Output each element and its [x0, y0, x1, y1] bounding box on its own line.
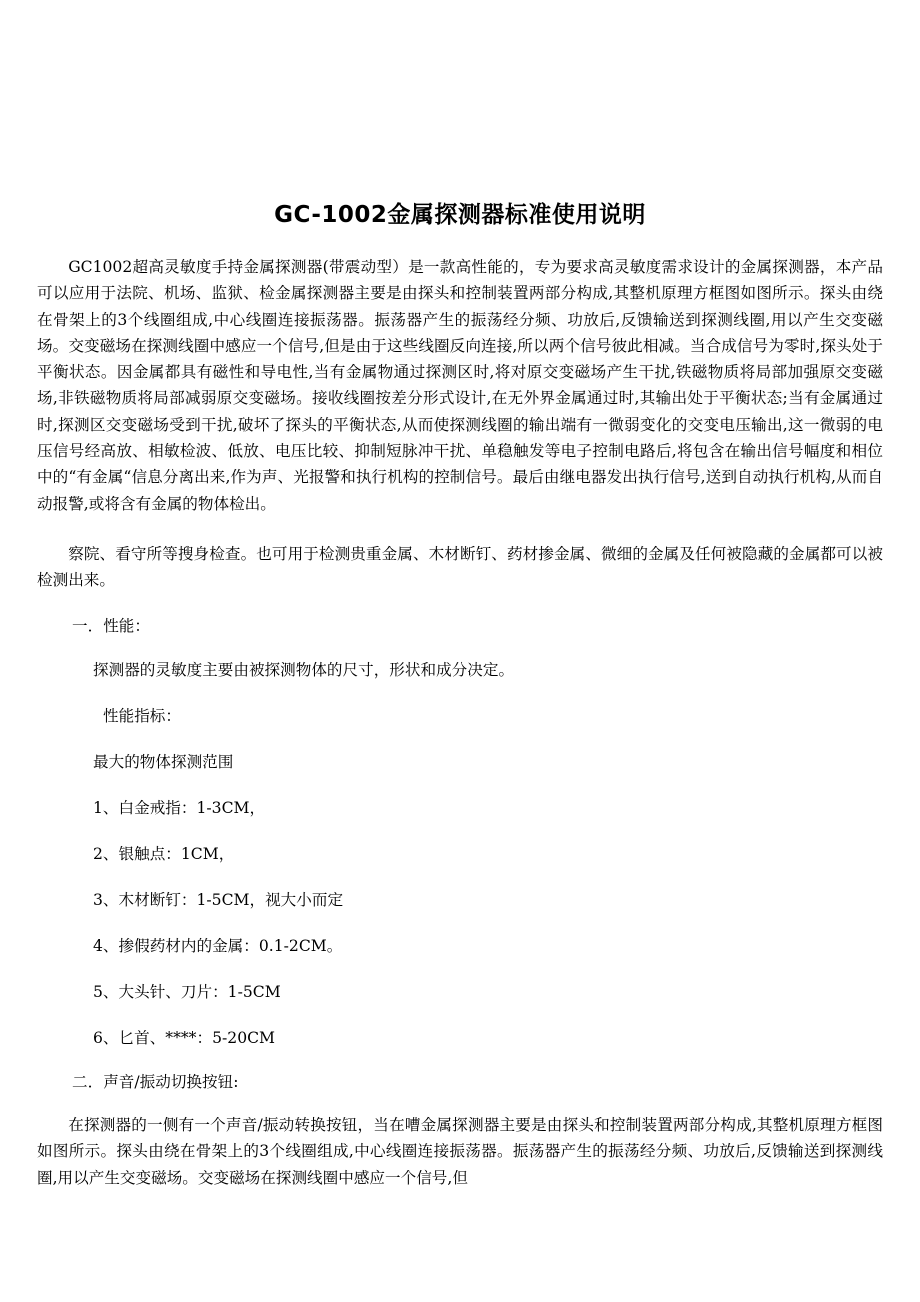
spec-item: 1、白金戒指：1-3CM， — [93, 799, 266, 817]
spec-item: 6、匕首、****：5-20CM — [93, 1029, 276, 1047]
sensitivity-description: 探测器的灵敏度主要由被探测物体的尺寸，形状和成分决定。 — [93, 661, 515, 679]
document-title: GC-1002金属探测器标准使用说明 — [274, 202, 646, 228]
section-1-heading: 一．性能： — [72, 617, 150, 635]
spec-item: 5、大头针、刀片：1-5CM — [93, 983, 281, 1001]
uses-paragraph: 察院、看守所等搜身检查。也可用于检测贵重金属、木材断钉、药材掺金属、微细的金属及任何被隐藏的金属都可以被检测出来。 — [37, 545, 883, 590]
spec-item: 3、木材断钉：1-5CM，视大小而定 — [93, 891, 344, 909]
spec-item: 2、银触点：1CM， — [93, 845, 235, 863]
spec-item: 4、掺假药材内的金属：0.1-2CM。 — [93, 937, 343, 955]
intro-paragraph: GC1002超高灵敏度手持金属探测器(带震动型）是一款高性能的，专为要求高灵敏度需求设计的金属探测器，本产品可以应用于法院、机场、监狱、检金属探测器主要是由探头和控制装置两部分构成,其整机原理方框图如图所示。探头由绕在骨架上的3个线圈组成,中心线圈连接振荡器。振荡器产生的振荡经分频、功放后,反馈输送到探测线圈,用以产生交变磁场。交变磁场在探测线圈中感应一个信号,但是由于这些线圈反向连接,所以两个信号彼此相减。当合成信号为零时,探头处于平衡状态。因金属都具有磁性和导电性,当有金属物通过探测区时,将对原交变磁场产生干扰,铁磁物质将局部加强原交变磁场,非铁磁物质将局部减弱原交变磁场。接收线圈按差分形式设计,在无外界金属通过时,其输出处于平衡状态;当有金属通过时,探测区交变磁场受到干扰,破坏了探头的平衡状态,从而使探测线圈的输出端有一微弱变化的交变电压输出,这一微弱的电压信号经高放、相敏检波、低放、电压比较、抑制短脉冲干扰、单稳触发等电子控制电路后,将包含在输出信号幅度和相位中的“有金属“信息分离出来,作为声、光报警和执行机构的控制信号。最后由继电器发出执行信号,送到自动执行机构,从而自动报警,或将含有金属的物体检出。 — [37, 258, 883, 513]
section-2-heading: 二．声音/振动切换按钮: — [72, 1073, 239, 1091]
range-label: 最大的物体探测范围 — [93, 753, 234, 771]
spec-label: 性能指标： — [103, 707, 181, 725]
switch-description-paragraph: 在探测器的一侧有一个声音/振动转换按钮，当在嘈金属探测器主要是由探头和控制装置两部分构成,其整机原理方框图如图所示。探头由绕在骨架上的3个线圈组成,中心线圈连接振荡器。振荡器产生的振荡经分频、功放后,反馈输送到探测线圈,用以产生交变磁场。交变磁场在探测线圈中感应一个信号,但 — [37, 1116, 883, 1187]
